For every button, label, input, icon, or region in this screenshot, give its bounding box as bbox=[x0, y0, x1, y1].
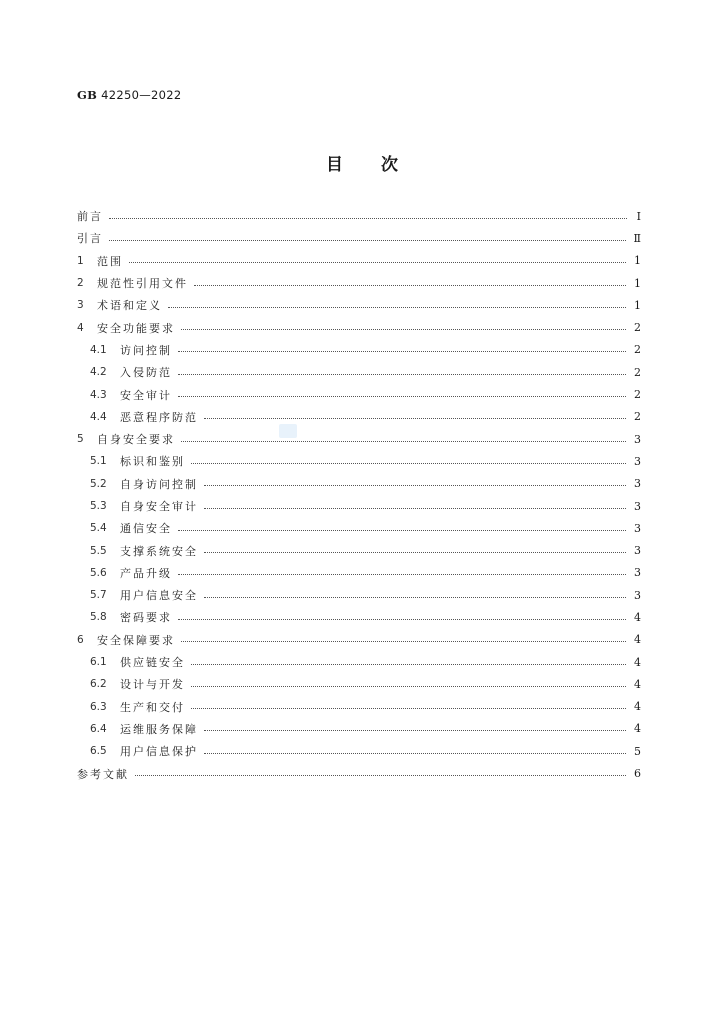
toc-entry[interactable] bbox=[77, 696, 641, 718]
toc-entry-label: 安全功能要求 bbox=[97, 321, 175, 335]
toc-leader-dots bbox=[178, 351, 626, 352]
toc-leader-dots bbox=[178, 619, 626, 620]
toc-entry-label: 产品升级 bbox=[120, 566, 172, 580]
toc-entry-number: 4.3 bbox=[90, 388, 107, 401]
toc-leader-dots bbox=[191, 686, 626, 687]
toc-entry-number: 1 bbox=[77, 254, 84, 267]
toc-leader-dots bbox=[109, 218, 627, 219]
toc-leader-dots bbox=[191, 708, 626, 709]
toc-entry-page: 3 bbox=[634, 454, 641, 468]
toc-leader-dots bbox=[178, 374, 626, 375]
standard-number: 42250—2022 bbox=[101, 88, 182, 102]
table-of-contents bbox=[77, 205, 641, 785]
toc-entry-label: 用户信息安全 bbox=[120, 589, 198, 603]
toc-entry-page: 3 bbox=[634, 544, 641, 558]
toc-entry-label: 入侵防范 bbox=[120, 366, 172, 380]
toc-entry[interactable] bbox=[77, 250, 641, 272]
toc-leader-dots bbox=[204, 730, 626, 731]
toc-entry-label: 访问控制 bbox=[120, 343, 172, 357]
toc-entry[interactable] bbox=[77, 495, 641, 517]
toc-leader-dots bbox=[204, 485, 626, 486]
toc-leader-dots bbox=[204, 753, 626, 754]
toc-entry[interactable] bbox=[77, 294, 641, 316]
toc-entry-page: 3 bbox=[634, 499, 641, 513]
toc-entry[interactable] bbox=[77, 673, 641, 695]
toc-entry[interactable] bbox=[77, 383, 641, 405]
toc-entry-page: Ⅱ bbox=[633, 231, 641, 245]
toc-leader-dots bbox=[204, 508, 626, 509]
toc-entry-number: 6.4 bbox=[90, 722, 107, 735]
toc-entry-page: 1 bbox=[634, 298, 641, 312]
toc-entry[interactable] bbox=[77, 205, 641, 227]
toc-entry-page: 3 bbox=[634, 566, 641, 580]
toc-entry-label: 恶意程序防范 bbox=[120, 410, 198, 424]
toc-entry-page: 4 bbox=[634, 677, 641, 691]
toc-leader-dots bbox=[168, 307, 626, 308]
toc-entry-number: 4 bbox=[77, 321, 84, 334]
toc-entry-number: 5.6 bbox=[90, 566, 107, 579]
toc-entry-page: 2 bbox=[634, 388, 641, 402]
toc-entry-label: 自身安全要求 bbox=[97, 433, 175, 447]
toc-entry[interactable] bbox=[77, 272, 641, 294]
toc-entry[interactable] bbox=[77, 361, 641, 383]
toc-entry[interactable] bbox=[77, 562, 641, 584]
toc-entry-label: 用户信息保护 bbox=[120, 745, 198, 759]
toc-leader-dots bbox=[204, 552, 626, 553]
toc-entry[interactable] bbox=[77, 606, 641, 628]
toc-entry[interactable] bbox=[77, 718, 641, 740]
toc-entry-label: 参考文献 bbox=[77, 767, 129, 781]
page-title: 目次 bbox=[326, 155, 436, 175]
toc-entry-label: 范围 bbox=[97, 254, 123, 268]
toc-entry-page: 1 bbox=[634, 276, 641, 290]
toc-entry-label: 生产和交付 bbox=[120, 700, 185, 714]
toc-entry-page: 2 bbox=[634, 365, 641, 379]
toc-entry-label: 安全保障要求 bbox=[97, 633, 175, 647]
toc-leader-dots bbox=[178, 574, 626, 575]
toc-leader-dots bbox=[194, 285, 626, 286]
toc-entry[interactable] bbox=[77, 406, 641, 428]
toc-entry-number: 4.2 bbox=[90, 366, 107, 379]
toc-entry-number: 3 bbox=[77, 299, 84, 312]
toc-entry-number: 5.5 bbox=[90, 544, 107, 557]
toc-entry-number: 5 bbox=[77, 433, 84, 446]
toc-entry-page: 4 bbox=[634, 655, 641, 669]
toc-entry-page: 6 bbox=[634, 767, 641, 781]
toc-entry-label: 规范性引用文件 bbox=[97, 277, 188, 291]
toc-entry-page: 4 bbox=[634, 633, 641, 647]
toc-entry[interactable] bbox=[77, 651, 641, 673]
toc-entry-page: 1 bbox=[634, 254, 641, 268]
toc-entry-page: 4 bbox=[634, 722, 641, 736]
toc-entry-number: 4.4 bbox=[90, 410, 107, 423]
toc-entry-number: 2 bbox=[77, 277, 84, 290]
toc-entry-label: 自身访问控制 bbox=[120, 477, 198, 491]
toc-leader-dots bbox=[191, 463, 626, 464]
toc-entry-label: 标识和鉴别 bbox=[120, 455, 185, 469]
toc-leader-dots bbox=[135, 775, 626, 776]
toc-entry-label: 运维服务保障 bbox=[120, 722, 198, 736]
toc-entry-number: 6.1 bbox=[90, 656, 107, 669]
toc-entry-number: 6.5 bbox=[90, 745, 107, 758]
toc-entry-label: 安全审计 bbox=[120, 388, 172, 402]
toc-entry-page: 5 bbox=[634, 744, 641, 758]
toc-entry-number: 5.2 bbox=[90, 477, 107, 490]
toc-entry[interactable] bbox=[77, 539, 641, 561]
toc-entry[interactable] bbox=[77, 584, 641, 606]
toc-entry-label: 引言 bbox=[77, 232, 103, 246]
toc-entry-page: 2 bbox=[634, 321, 641, 335]
toc-entry-page: 2 bbox=[634, 410, 641, 424]
toc-entry[interactable] bbox=[77, 450, 641, 472]
toc-entry-number: 5.7 bbox=[90, 589, 107, 602]
toc-entry-page: 4 bbox=[634, 610, 641, 624]
toc-leader-dots bbox=[129, 262, 626, 263]
toc-leader-dots bbox=[178, 396, 626, 397]
toc-entry-page: 3 bbox=[634, 432, 641, 446]
toc-entry-label: 支撑系统安全 bbox=[120, 544, 198, 558]
toc-entry-label: 前言 bbox=[77, 210, 103, 224]
toc-entry[interactable] bbox=[77, 339, 641, 361]
toc-entry-page: 3 bbox=[634, 477, 641, 491]
toc-entry-label: 密码要求 bbox=[120, 611, 172, 625]
toc-entry[interactable] bbox=[77, 227, 641, 249]
toc-entry[interactable] bbox=[77, 629, 641, 651]
toc-entry[interactable] bbox=[77, 762, 641, 784]
toc-entry-number: 5.1 bbox=[90, 455, 107, 468]
toc-entry-label: 通信安全 bbox=[120, 522, 172, 536]
toc-entry-number: 4.1 bbox=[90, 343, 107, 356]
toc-entry-page: 3 bbox=[634, 521, 641, 535]
toc-leader-dots bbox=[204, 597, 626, 598]
toc-entry-number: 5.4 bbox=[90, 522, 107, 535]
toc-entry-label: 设计与开发 bbox=[120, 678, 185, 692]
toc-entry-page: 3 bbox=[634, 588, 641, 602]
toc-entry-label: 自身安全审计 bbox=[120, 500, 198, 513]
toc-entry-number: 5.8 bbox=[90, 611, 107, 624]
toc-leader-dots bbox=[109, 240, 626, 241]
toc-entry-number: 6 bbox=[77, 633, 84, 646]
standard-prefix: GB bbox=[77, 88, 98, 102]
toc-entry-label: 供应链安全 bbox=[120, 656, 185, 670]
toc-entry-number: 6.2 bbox=[90, 678, 107, 691]
toc-leader-dots bbox=[204, 418, 626, 419]
toc-entry-number: 5.3 bbox=[90, 500, 107, 512]
toc-entry[interactable] bbox=[77, 740, 641, 762]
toc-entry-page: Ⅰ bbox=[636, 209, 641, 223]
toc-entry[interactable] bbox=[77, 428, 641, 450]
standard-code bbox=[77, 88, 181, 102]
toc-leader-dots bbox=[181, 329, 626, 330]
toc-leader-dots bbox=[181, 441, 626, 442]
toc-entry[interactable] bbox=[77, 473, 641, 495]
toc-entry[interactable] bbox=[77, 517, 641, 539]
toc-entry-number: 6.3 bbox=[90, 700, 107, 713]
toc-entry[interactable] bbox=[77, 316, 641, 338]
toc-leader-dots bbox=[181, 641, 626, 642]
toc-entry-label: 术语和定义 bbox=[97, 299, 162, 313]
toc-leader-dots bbox=[191, 664, 626, 665]
toc-entry-page: 4 bbox=[634, 700, 641, 714]
toc-leader-dots bbox=[178, 530, 626, 531]
toc-entry-page: 2 bbox=[634, 343, 641, 357]
